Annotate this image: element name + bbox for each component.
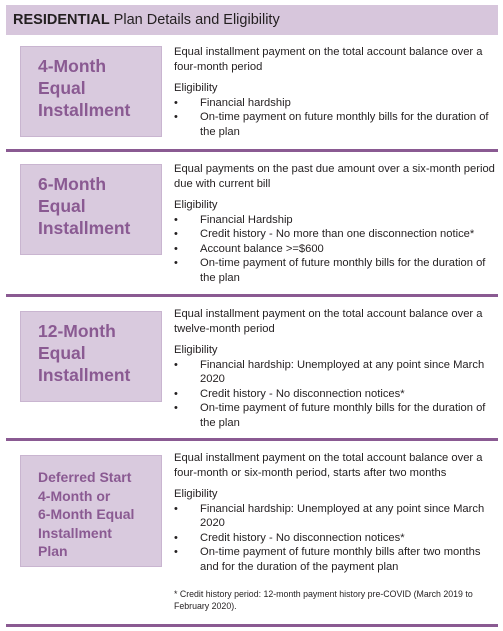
plan-name-line: 4-Month or: [38, 487, 111, 504]
plan-name-box: [20, 46, 162, 137]
plan-description: Equal installment payment on the total account balance over a four-month period: [174, 46, 483, 73]
eligibility-item: • On-time payment on future monthly bills for the duration of the plan: [174, 110, 496, 139]
plan-name-line: Installment: [38, 365, 131, 385]
plan-name-line: 4-Month: [38, 56, 107, 76]
plan-name-line: Equal: [38, 196, 86, 216]
eligibility-label: Eligibility: [174, 199, 218, 211]
plan-name-box: [20, 455, 162, 567]
eligibility-label: Eligibility: [174, 344, 218, 356]
eligibility-item: • Financial Hardship: [174, 213, 496, 228]
section-divider: [6, 438, 498, 441]
plan-name-line: Installment: [38, 524, 112, 541]
section-divider: [6, 294, 498, 297]
eligibility-label: Eligibility: [174, 488, 218, 500]
plan-name-line: 12-Month: [38, 321, 116, 341]
plan-name-box: [20, 311, 162, 402]
plan-name-line: Plan: [38, 543, 68, 559]
eligibility-item: • On-time payment of future monthly bills for the duration of the plan: [174, 256, 496, 285]
eligibility-item: • Credit history - No more than one disconnection notice*: [174, 227, 496, 242]
eligibility-item: • Financial hardship: [174, 96, 496, 111]
eligibility-list: [174, 213, 496, 286]
footnote: * Credit history period: 12-month payment history pre-COVID (March 2019 to February 2020).: [174, 589, 473, 611]
eligibility-item: • On-time payment of future monthly bills after two months and for the duration of the payment plan: [174, 545, 496, 574]
plan-description: Equal installment payment on the total account balance over a four-month or six-month period, starts after two months: [174, 452, 483, 479]
header-bold: RESIDENTIAL: [13, 12, 110, 28]
plan-name-line: Equal: [38, 78, 86, 98]
eligibility-item: • Credit history - No disconnection notices*: [174, 387, 496, 402]
eligibility-item: • Account balance >=$600: [174, 242, 496, 257]
eligibility-item: • Financial hardship: Unemployed at any point since March 2020: [174, 502, 496, 531]
eligibility-item: • Financial hardship: Unemployed at any point since March 2020: [174, 358, 496, 387]
eligibility-label: Eligibility: [174, 82, 218, 94]
section-divider: [6, 149, 498, 152]
eligibility-item: • Credit history - No disconnection notices*: [174, 531, 496, 546]
plan-details: [174, 162, 496, 285]
plan-name-line: Installment: [38, 218, 131, 238]
plan-name-line: Installment: [38, 100, 131, 120]
table-header: [6, 5, 498, 35]
plan-name-line: 6-Month: [38, 174, 107, 194]
plan-details: [174, 45, 496, 139]
header-title: Plan Details and Eligibility: [113, 12, 280, 28]
plan-details: [174, 307, 496, 430]
plan-name-line: Equal: [38, 343, 86, 363]
plan-description: Equal installment payment on the total account balance over a twelve-month period: [174, 308, 483, 335]
plan-name-line: 6-Month Equal: [38, 506, 135, 522]
eligibility-list: [174, 502, 496, 575]
eligibility-list: [174, 96, 496, 140]
plan-description: Equal payments on the past due amount over a six-month period due with current bill: [174, 163, 495, 190]
plan-name-box: [20, 164, 162, 255]
eligibility-item: • On-time payment of future monthly bills for the duration of the plan: [174, 401, 496, 430]
section-divider: [6, 624, 498, 627]
plan-details: [174, 451, 496, 574]
eligibility-list: [174, 358, 496, 431]
plan-name-line: Deferred Start: [38, 469, 132, 485]
